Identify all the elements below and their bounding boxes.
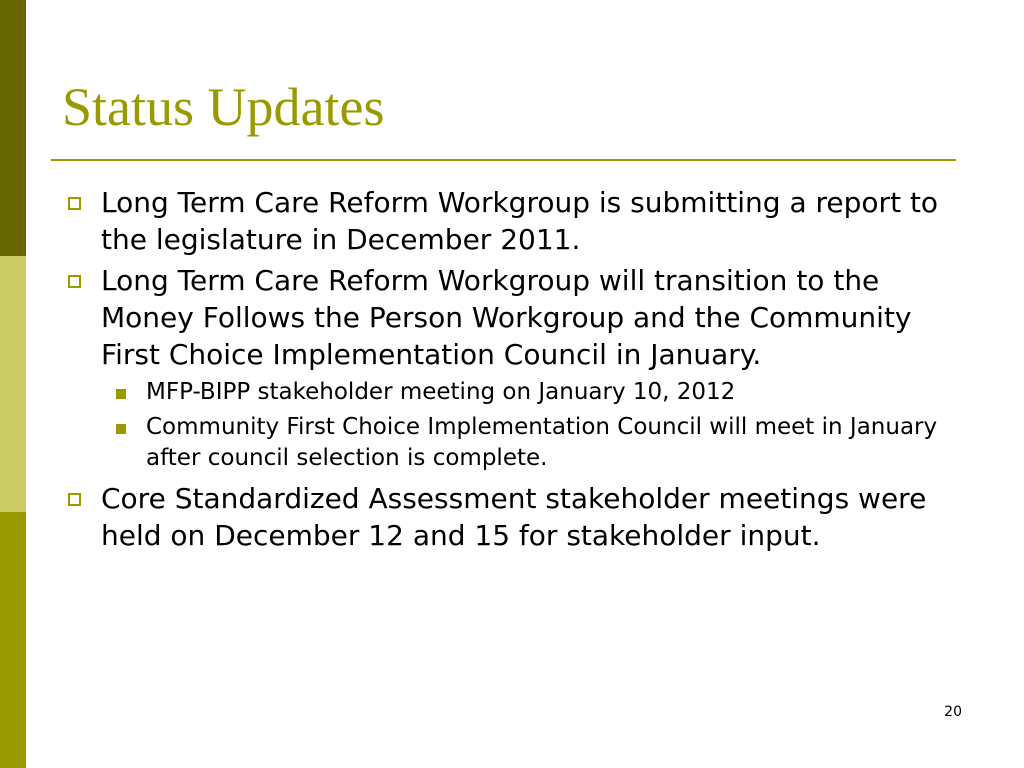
side-band-light	[0, 256, 26, 512]
slide-body	[62, 184, 962, 558]
hollow-square-bullet-icon	[68, 197, 81, 210]
slide-title: Status Updates	[62, 77, 385, 137]
hollow-square-bullet-icon	[68, 275, 81, 288]
bullet-text: Core Standardized Assessment stakeholder meetings were held on December 12 and 15 for stakeholder input.	[101, 482, 927, 552]
sub-bullet-item	[62, 377, 962, 408]
side-band-olive	[0, 512, 26, 768]
bullet-item	[62, 184, 962, 258]
sub-bullet-text: MFP-BIPP stakeholder meeting on January 10, 2012	[146, 379, 736, 405]
sub-bullet-item	[62, 412, 962, 474]
title-divider	[51, 159, 956, 161]
bullet-text: Long Term Care Reform Workgroup is submitting a report to the legislature in December 2011.	[101, 186, 939, 256]
hollow-square-bullet-icon	[68, 493, 81, 506]
page-number: 20	[944, 704, 962, 720]
bullet-item	[62, 480, 962, 554]
filled-square-bullet-icon	[116, 424, 126, 434]
sub-bullet-list	[62, 377, 962, 474]
filled-square-bullet-icon	[116, 389, 126, 399]
side-band-dark	[0, 0, 26, 256]
bullet-text: Long Term Care Reform Workgroup will transition to the Money Follows the Person Workgroup and the Community First Choice Implementation Council in January.	[101, 264, 912, 371]
bullet-item	[62, 262, 962, 373]
sub-bullet-text: Community First Choice Implementation Council will meet in January after council selection is complete.	[146, 414, 938, 471]
